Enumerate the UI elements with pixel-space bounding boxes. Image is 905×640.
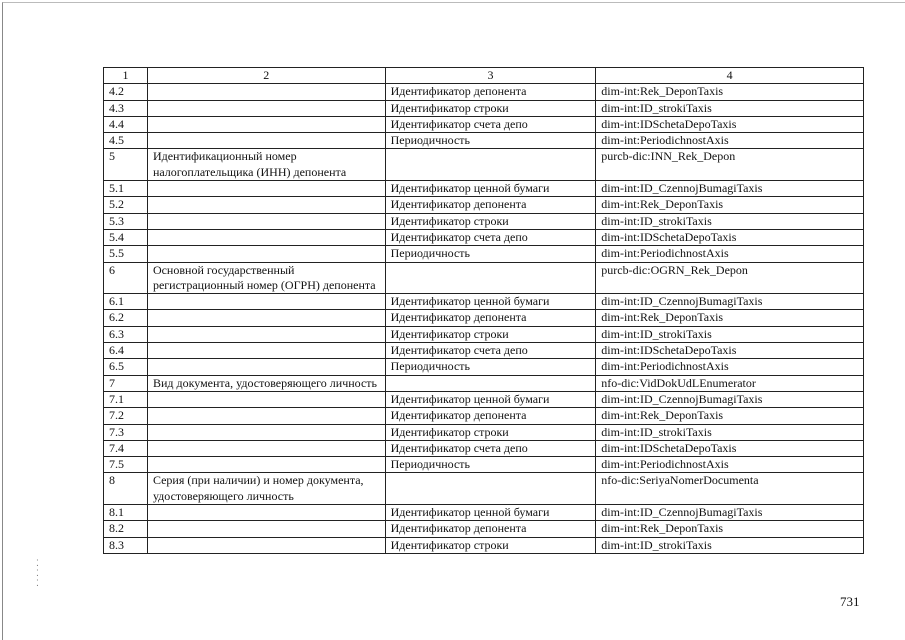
row-number-cell: 7 bbox=[104, 375, 148, 391]
table-row bbox=[104, 505, 864, 521]
row-description-cell bbox=[147, 213, 385, 229]
element-code-cell: dim-int:ID_CzennojBumagiTaxis bbox=[596, 505, 864, 521]
element-code-cell: dim-int:ID_CzennojBumagiTaxis bbox=[596, 391, 864, 407]
row-number-cell: 5.1 bbox=[104, 181, 148, 197]
row-number-cell: 8.1 bbox=[104, 505, 148, 521]
dimension-name-cell: Идентификатор депонента bbox=[385, 84, 596, 100]
dimension-name-cell: Идентификатор счета депо bbox=[385, 440, 596, 456]
table-row bbox=[104, 359, 864, 375]
dimension-name-cell bbox=[385, 473, 596, 505]
table-row bbox=[104, 262, 864, 294]
row-number-cell: 6.3 bbox=[104, 326, 148, 342]
row-number-cell: 5.5 bbox=[104, 246, 148, 262]
row-description-cell bbox=[147, 100, 385, 116]
dimension-name-cell: Идентификатор строки bbox=[385, 100, 596, 116]
element-code-cell: dim-int:IDSchetaDepoTaxis bbox=[596, 343, 864, 359]
element-code-cell: dim-int:ID_strokiTaxis bbox=[596, 326, 864, 342]
row-description-cell bbox=[147, 457, 385, 473]
dimension-name-cell: Периодичность bbox=[385, 359, 596, 375]
row-description-cell: Вид документа, удостоверяющего личность bbox=[147, 375, 385, 391]
row-number-cell: 8.2 bbox=[104, 521, 148, 537]
row-number-cell: 5.3 bbox=[104, 213, 148, 229]
element-code-cell: nfo-dic:SeriyaNomerDocumenta bbox=[596, 473, 864, 505]
row-number-cell: 5.2 bbox=[104, 197, 148, 213]
element-code-cell: dim-int:ID_strokiTaxis bbox=[596, 537, 864, 553]
dimension-name-cell: Идентификатор счета депо bbox=[385, 343, 596, 359]
row-description-cell bbox=[147, 521, 385, 537]
table-row bbox=[104, 213, 864, 229]
row-description-cell bbox=[147, 326, 385, 342]
row-description-cell bbox=[147, 440, 385, 456]
element-code-cell: purcb-dic:INN_Rek_Depon bbox=[596, 149, 864, 181]
row-description-cell bbox=[147, 133, 385, 149]
table-row bbox=[104, 537, 864, 553]
table-row bbox=[104, 310, 864, 326]
row-number-cell: 7.4 bbox=[104, 440, 148, 456]
row-number-cell: 7.1 bbox=[104, 391, 148, 407]
element-code-cell: dim-int:Rek_DeponTaxis bbox=[596, 310, 864, 326]
row-number-cell: 4.2 bbox=[104, 84, 148, 100]
dimension-name-cell: Периодичность bbox=[385, 246, 596, 262]
dimension-name-cell: Идентификатор строки bbox=[385, 326, 596, 342]
column-header-3: 3 bbox=[385, 68, 596, 84]
dimension-name-cell bbox=[385, 262, 596, 294]
column-header-4: 4 bbox=[596, 68, 864, 84]
row-number-cell: 4.4 bbox=[104, 116, 148, 132]
row-description-cell: Идентификационный номер налогоплательщика (ИНН) депонента bbox=[147, 149, 385, 181]
dimension-name-cell: Периодичность bbox=[385, 457, 596, 473]
dimension-name-cell: Идентификатор счета депо bbox=[385, 116, 596, 132]
element-code-cell: dim-int:PeriodichnostAxis bbox=[596, 246, 864, 262]
row-description-cell bbox=[147, 391, 385, 407]
table-row bbox=[104, 424, 864, 440]
element-code-cell: dim-int:ID_strokiTaxis bbox=[596, 424, 864, 440]
table-row bbox=[104, 343, 864, 359]
table-row bbox=[104, 133, 864, 149]
scan-artifact: ⁚ ⁚ ⁚ bbox=[36, 558, 39, 588]
element-code-cell: dim-int:ID_CzennojBumagiTaxis bbox=[596, 181, 864, 197]
dimension-name-cell: Идентификатор депонента bbox=[385, 521, 596, 537]
dimension-name-cell bbox=[385, 149, 596, 181]
table-row bbox=[104, 149, 864, 181]
element-code-cell: dim-int:PeriodichnostAxis bbox=[596, 133, 864, 149]
element-code-cell: dim-int:Rek_DeponTaxis bbox=[596, 408, 864, 424]
table-row bbox=[104, 100, 864, 116]
row-number-cell: 6.1 bbox=[104, 294, 148, 310]
table-row bbox=[104, 181, 864, 197]
dimension-name-cell: Идентификатор депонента bbox=[385, 197, 596, 213]
element-code-cell: dim-int:Rek_DeponTaxis bbox=[596, 84, 864, 100]
row-number-cell: 6.2 bbox=[104, 310, 148, 326]
table-row bbox=[104, 294, 864, 310]
row-description-cell bbox=[147, 537, 385, 553]
row-number-cell: 8.3 bbox=[104, 537, 148, 553]
element-code-cell: dim-int:IDSchetaDepoTaxis bbox=[596, 116, 864, 132]
table-row bbox=[104, 116, 864, 132]
row-description-cell bbox=[147, 505, 385, 521]
element-code-cell: dim-int:IDSchetaDepoTaxis bbox=[596, 440, 864, 456]
row-description-cell bbox=[147, 181, 385, 197]
row-description-cell: Серия (при наличии) и номер документа, удостоверяющего личность bbox=[147, 473, 385, 505]
row-description-cell: Основной государственный регистрационный номер (ОГРН) депонента bbox=[147, 262, 385, 294]
row-number-cell: 6.4 bbox=[104, 343, 148, 359]
row-description-cell bbox=[147, 229, 385, 245]
dimension-name-cell: Идентификатор ценной бумаги bbox=[385, 391, 596, 407]
table-row bbox=[104, 326, 864, 342]
row-number-cell: 7.2 bbox=[104, 408, 148, 424]
element-code-cell: purcb-dic:OGRN_Rek_Depon bbox=[596, 262, 864, 294]
dimension-name-cell: Идентификатор ценной бумаги bbox=[385, 181, 596, 197]
row-number-cell: 5 bbox=[104, 149, 148, 181]
dimension-name-cell: Периодичность bbox=[385, 133, 596, 149]
dimension-name-cell: Идентификатор строки bbox=[385, 424, 596, 440]
element-code-cell: dim-int:ID_strokiTaxis bbox=[596, 100, 864, 116]
column-header-1: 1 bbox=[104, 68, 148, 84]
dimension-name-cell: Идентификатор строки bbox=[385, 537, 596, 553]
row-description-cell bbox=[147, 310, 385, 326]
table-row bbox=[104, 473, 864, 505]
table-row bbox=[104, 84, 864, 100]
dimension-name-cell bbox=[385, 375, 596, 391]
element-code-cell: dim-int:Rek_DeponTaxis bbox=[596, 521, 864, 537]
row-number-cell: 8 bbox=[104, 473, 148, 505]
element-code-cell: dim-int:PeriodichnostAxis bbox=[596, 359, 864, 375]
dimension-name-cell: Идентификатор депонента bbox=[385, 408, 596, 424]
row-description-cell bbox=[147, 408, 385, 424]
table-row bbox=[104, 457, 864, 473]
dimension-name-cell: Идентификатор депонента bbox=[385, 310, 596, 326]
element-code-cell: dim-int:IDSchetaDepoTaxis bbox=[596, 229, 864, 245]
table-row bbox=[104, 408, 864, 424]
dimension-name-cell: Идентификатор ценной бумаги bbox=[385, 505, 596, 521]
element-code-cell: dim-int:ID_CzennojBumagiTaxis bbox=[596, 294, 864, 310]
table-row bbox=[104, 197, 864, 213]
taxonomy-table bbox=[103, 67, 864, 554]
element-code-cell: dim-int:ID_strokiTaxis bbox=[596, 213, 864, 229]
table-row bbox=[104, 391, 864, 407]
row-number-cell: 4.3 bbox=[104, 100, 148, 116]
row-description-cell bbox=[147, 84, 385, 100]
row-description-cell bbox=[147, 343, 385, 359]
row-number-cell: 7.5 bbox=[104, 457, 148, 473]
table-row bbox=[104, 521, 864, 537]
row-description-cell bbox=[147, 424, 385, 440]
page-number: 731 bbox=[840, 594, 860, 609]
row-description-cell bbox=[147, 294, 385, 310]
dimension-name-cell: Идентификатор счета депо bbox=[385, 229, 596, 245]
row-number-cell: 6.5 bbox=[104, 359, 148, 375]
table-body bbox=[104, 84, 864, 554]
row-number-cell: 6 bbox=[104, 262, 148, 294]
dimension-name-cell: Идентификатор ценной бумаги bbox=[385, 294, 596, 310]
row-number-cell: 5.4 bbox=[104, 229, 148, 245]
element-code-cell: dim-int:Rek_DeponTaxis bbox=[596, 197, 864, 213]
row-description-cell bbox=[147, 116, 385, 132]
column-header-2: 2 bbox=[147, 68, 385, 84]
element-code-cell: dim-int:PeriodichnostAxis bbox=[596, 457, 864, 473]
row-number-cell: 4.5 bbox=[104, 133, 148, 149]
table-row bbox=[104, 440, 864, 456]
table-row bbox=[104, 229, 864, 245]
table-row bbox=[104, 375, 864, 391]
row-number-cell: 7.3 bbox=[104, 424, 148, 440]
table-row bbox=[104, 246, 864, 262]
table-header-row bbox=[104, 68, 864, 84]
dimension-name-cell: Идентификатор строки bbox=[385, 213, 596, 229]
row-description-cell bbox=[147, 359, 385, 375]
row-description-cell bbox=[147, 246, 385, 262]
element-code-cell: nfo-dic:VidDokUdLEnumerator bbox=[596, 375, 864, 391]
row-description-cell bbox=[147, 197, 385, 213]
